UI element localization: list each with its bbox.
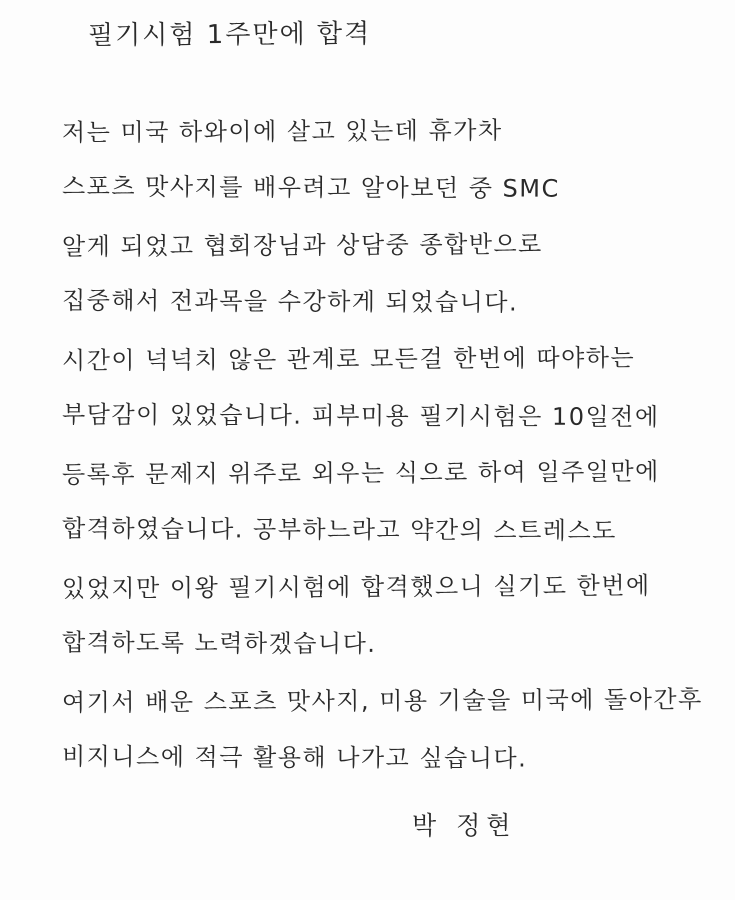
letter-body [62,103,722,787]
author-signature: 박 정현 [412,811,517,840]
letter-line: 저는 미국 하와이에 살고 있는데 휴가차 [61,116,503,147]
letter-line: 부담감이 있었습니다. 피부미용 필기시험은 10일전에 [61,400,660,432]
letter-line: 시간이 넉넉치 않은 관계로 모든걸 한번에 따야하는 [61,343,636,375]
letter-line: 합격하였습니다. 공부하느라고 약간의 스트레스도 [61,514,617,545]
letter-line: 스포츠 맛사지를 배우려고 알아보던 중 SMC [61,172,560,203]
letter-line: 비지니스에 적극 활용해 나가고 싶습니다. [61,742,528,773]
letter-line: 알게 되었고 협회장님과 상담중 종합반으로 [61,230,543,261]
letter-line: 등록후 문제지 위주로 외우는 식으로 하여 일주일만에 [61,457,660,489]
letter-title: 필기시험 1주만에 합격 [87,19,372,51]
letter-line: 합격하도록 노력하겠습니다. [61,628,377,658]
letter-line: 집중해서 전과목을 수강하게 되었습니다. [61,286,519,317]
letter-line: 있었지만 이왕 필기시험에 합격했으니 실기도 한번에 [61,571,651,603]
letter-line: 여기서 배운 스포츠 맛사지, 미용 기술을 미국에 돌아간후 [61,685,703,717]
